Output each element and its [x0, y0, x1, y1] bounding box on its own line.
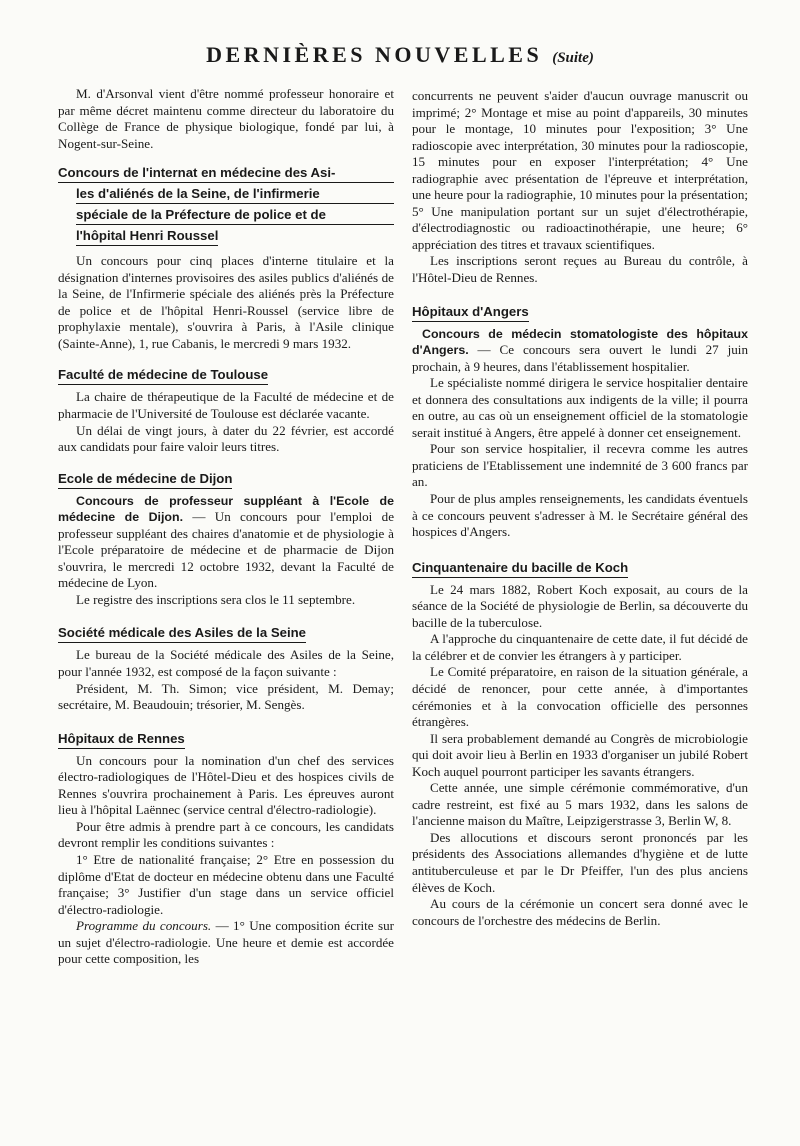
section-title-line: l'hôpital Henri Roussel — [76, 227, 218, 246]
rennes-inscriptions: Les inscriptions seront reçues au Bureau du contrôle, à l'Hôtel-Dieu de Rennes. — [412, 253, 748, 286]
angers-paragraph-text: — Ce concours sera ouvert le lundi 27 juin prochain, à 9 heures, dans l'établissement hospitalier. — [412, 342, 748, 374]
page-title-suite: (Suite) — [552, 50, 594, 66]
section-title-societe: Société médicale des Asiles de la Seine — [58, 624, 306, 643]
rennes-continuation: concurrents ne peuvent s'aider d'aucun ouvrage manuscrit ou imprimé; 2° Montage et mise au point d'appareils, 30 minutes pour le montage, 10 minutes pour l'exposition; 3° Une radioscopie avec interprétation, 30 minutes pour la radioscopie, 15 minutes pour en exposer l'interprétation; 4° Une radiographie avec présentation de l'épreuve et interprétation, une heure pour la radiographie, 10 minutes pour la présentation; 5° Une manipulation portant sur un sujet d'électrothérapie, d'électrodiagnostic ou radioactinothérapie, une heure; 6° appréciation des titres et travaux scientifiques. — [412, 88, 748, 252]
section-title-toulouse: Faculté de médecine de Toulouse — [58, 366, 268, 385]
rennes-paragraph-1: Un concours pour la nomination d'un chef des services électro-radiologiques de l'Hôtel-Dieu et des hospices civils de Rennes s'ouvrira prochainement à Paris. Les épreuves auront lieu à l'hôpital Laënnec (service central d'électro-radiologie). — [58, 752, 394, 818]
dijon-paragraph-2: Le registre des inscriptions sera clos le 11 septembre. — [76, 591, 356, 607]
koch-paragraph-2: A l'approche du cinquantenaire de cette date, il fut décidé de la célébrer et de convier les étrangers à y participer. — [412, 631, 748, 663]
angers-paragraph-3: Pour son service hospitalier, il recevra comme les autres praticiens de l'Etablissement une indemnité de 3 600 francs par an. — [412, 441, 748, 490]
koch-paragraph-4: Il sera probablement demandé au Congrès de microbiologie qui doit avoir lieu à Berlin en 1933 d'organiser un jubilé Robert Koch auquel pourront participer les savants étrangers. — [412, 730, 748, 779]
section-title-dijon: Ecole de médecine de Dijon — [58, 470, 232, 489]
intro-paragraph: M. d'Arsonval vient d'être nommé professeur honoraire et par même décret maintenu comme directeur du laboratoire du Collège de France de physique biologique, fondé par lui, à Nogent-sur-Seine. — [58, 86, 394, 151]
section-title-line: les d'aliénés de la Seine, de l'infirmerie — [76, 185, 394, 204]
koch-paragraph-3: Le Comité préparatoire, en raison de la situation générale, a décidé de renoncer, pour cette année, à d'importantes cérémonies et à la convocation officielle des personnes étrangères. — [412, 664, 748, 730]
rennes-paragraph-2: Pour être admis à prendre part à ce concours, les candidats devront remplir les conditions suivantes : — [58, 818, 394, 851]
programme-text: — 1° Une composition écrite sur un sujet d'électro-radiologie. Une heure et demie est accordée pour cette composition, les — [58, 918, 394, 967]
section-title-angers: Hôpitaux d'Angers — [412, 303, 529, 322]
section-title-line: Concours de l'internat en médecine des Asi- — [58, 164, 394, 183]
dijon-paragraph-1 — [58, 493, 394, 592]
page-title: DERNIÈRES NOUVELLES — [206, 42, 543, 67]
koch-paragraph-5: Cette année, une simple cérémonie commémorative, d'un cadre restreint, est fixé au 5 mars 1932, dans les salons de l'ancienne maison du Maître, Leipzigerstrasse 3, Berlin W, 8. — [412, 780, 748, 829]
dijon-paragraph-text: — Un concours pour l'emploi de professeur suppléant des chaires d'anatomie et de physiologie à l'Ecole préparatoire de médecine et de pharmacie de Dijon s'ouvrira, le mercredi 12 octobre 1932, devant la Faculté de médecine de Lyon. — [58, 509, 394, 591]
section-title-line: spéciale de la Préfecture de police et de — [76, 206, 394, 225]
angers-paragraph-1 — [412, 326, 748, 376]
right-column — [412, 88, 748, 929]
section-title-internat — [58, 164, 394, 249]
koch-paragraph-6: Des allocutions et discours seront prononcés par les présidents des Associations allemandes d'hygiène et de lutte antituberculeuse et par le Dr Pfeiffer, l'un des plus anciens élèves de Koch. — [412, 829, 748, 895]
section-title-rennes: Hôpitaux de Rennes — [58, 730, 185, 749]
page-header — [0, 42, 800, 68]
left-column — [58, 86, 394, 968]
angers-subheading: Concours de médecin stomatologiste des hôpitaux d'Angers. — [412, 326, 748, 358]
rennes-paragraph-3: 1° Etre de nationalité française; 2° Etre en possession du diplôme d'Etat de docteur en médecine obtenu dans une Faculté française; 3° Justifier d'un stage dans un service officiel d'électro-radiologie. — [58, 851, 394, 917]
societe-paragraph-2: Président, M. Th. Simon; vice président, M. Demay; secrétaire, M. Beaudouin; trésorier, M. Sengès. — [58, 680, 394, 713]
toulouse-paragraph-2: Un délai de vingt jours, à dater du 22 février, est accordé aux candidats pour faire valoir leurs titres. — [58, 422, 394, 455]
dijon-subheading: Concours de professeur suppléant à l'Ecole de médecine de Dijon. — [58, 493, 394, 525]
koch-paragraph-7: Au cours de la cérémonie un concert sera donné avec le concours de l'orchestre des médecins de Berlin. — [412, 896, 748, 928]
koch-paragraph-1: Le 24 mars 1882, Robert Koch exposait, au cours de la séance de la Société de physiologie de Berlin, sa découverte du bacille de la tuberculose. — [412, 581, 748, 630]
section-title-koch: Cinquantenaire du bacille de Koch — [412, 559, 628, 578]
angers-paragraph-2: Le spécialiste nommé dirigera le service hospitalier dentaire et donnera des consultations aux indigents de la ville; il pourra en outre, au cas où un enseignement officiel de la stomatologie serait institué à Angers, être appelé à donner cet enseignement. — [412, 375, 748, 440]
programme-label: Programme du concours. — [76, 918, 212, 934]
angers-paragraph-4: Pour de plus amples renseignements, les candidats éventuels à ce concours peuvent s'adresser à M. le Secrétaire général des hospices d'Angers. — [412, 491, 748, 540]
internat-paragraph: Un concours pour cinq places d'interne titulaire et la désignation d'internes provisoires des asiles publics d'aliénés de la Seine, de l'Infirmerie spéciale des aliénés près la Préfecture de police et de l'hôpital Henri-Roussel (service libre de prophylaxie mentale), s'ouvrira à Paris, à l'Asile clinique (Sainte-Anne), 1, rue Cabanis, le mercredi 9 mars 1932. — [58, 253, 394, 351]
toulouse-paragraph-1: La chaire de thérapeutique de la Faculté de médecine et de pharmacie de l'Université de Toulouse est déclarée vacante. — [58, 389, 394, 422]
societe-paragraph-1: Le bureau de la Société médicale des Asiles de la Seine, pour l'année 1932, est composé de la façon suivante : — [58, 647, 394, 680]
rennes-paragraph-4 — [58, 918, 394, 968]
